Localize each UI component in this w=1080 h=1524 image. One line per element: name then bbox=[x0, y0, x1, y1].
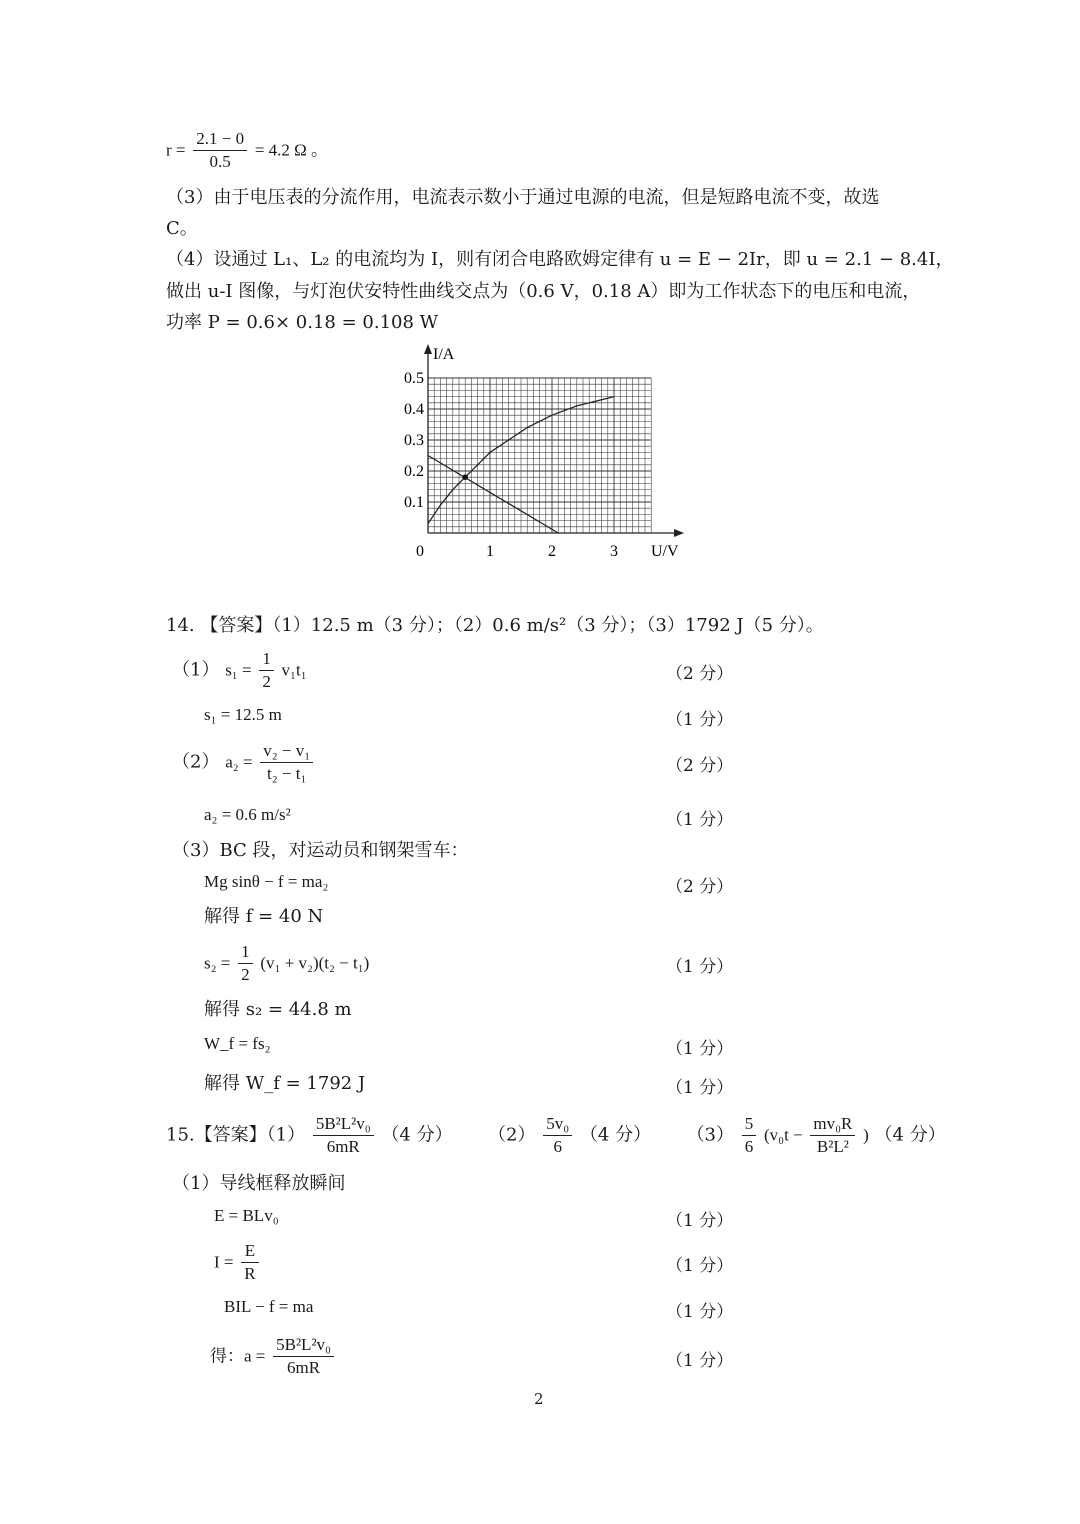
q14-answer-header: 14. 【答案】（1）12.5 m（3 分）；（2）0.6 m/s²（3 分）；（3）1792 J（5 分）。 bbox=[166, 615, 824, 636]
q15-force-eq: BIL − f = ma bbox=[224, 1297, 314, 1316]
q14-step2-fraction bbox=[260, 740, 313, 785]
q14-s2-num: 1 bbox=[238, 941, 253, 964]
q15-accel-score: （1 分） bbox=[666, 1351, 734, 1371]
q14-step3-solve-s2: 解得 s₂ = 44.8 m bbox=[204, 999, 352, 1020]
ui-chart bbox=[380, 340, 700, 570]
q15-ans2-den: 6 bbox=[553, 1137, 562, 1156]
q15-force-score: （1 分） bbox=[666, 1302, 734, 1322]
q14-step1-lhs: s₁ = bbox=[225, 660, 252, 680]
q14-step2-formula bbox=[172, 740, 315, 785]
q14-step2-lhs: a₂ = bbox=[225, 752, 253, 772]
q14-step2-label: （2） bbox=[172, 751, 220, 773]
y-tick-label: 0.3 bbox=[404, 432, 424, 449]
q15-current-formula bbox=[214, 1240, 261, 1285]
q15-accel-formula bbox=[210, 1334, 336, 1379]
y-tick-label: 0.5 bbox=[404, 370, 424, 387]
q15-emf-eq: E = BLv₀ bbox=[214, 1206, 279, 1225]
sec13-part4-line1: （4）设通过 L₁、L₂ 的电流均为 I，则有闭合电路欧姆定律有 u = E − 2Ir，即 u = 2.1 − 8.4I， bbox=[166, 249, 954, 270]
q15-ans2-label: （2） bbox=[488, 1124, 536, 1146]
q14-step3-solve-f: 解得 f = 40 N bbox=[204, 906, 324, 927]
q14-solve-work-score: （1 分） bbox=[666, 1078, 734, 1098]
q14-s2-fraction bbox=[238, 941, 253, 986]
q14-work-eq-score: （1 分） bbox=[666, 1039, 734, 1059]
q14-step3-intro: （3）BC 段，对运动员和钢架雪车： bbox=[172, 840, 469, 861]
q15-emf-score: （1 分） bbox=[666, 1211, 734, 1231]
q15-ans3-end: ) bbox=[863, 1125, 869, 1145]
q14-step1-rhs: v₁t₁ bbox=[281, 660, 307, 680]
q14-step2-result-score: （1 分） bbox=[666, 810, 734, 830]
q15-ans3-fraction bbox=[810, 1113, 855, 1158]
sec13-part4-line2: 做出 u-I 图像，与灯泡伏安特性曲线交点为（0.6 V，0.18 A）即为工作状态下的电压和电流， bbox=[166, 281, 921, 302]
q15-answer-header bbox=[166, 1113, 946, 1158]
y-axis-arrow bbox=[424, 344, 432, 354]
q14-s2-rhs: (v₁ + v₂)(t₂ − t₁) bbox=[260, 953, 370, 973]
q15-ans3-coef-den: 6 bbox=[744, 1137, 754, 1156]
q14-step1-formula bbox=[172, 648, 307, 693]
q15-ans1-num: 5B²L²v₀ bbox=[313, 1113, 374, 1136]
q14-step2-result: a₂ = 0.6 m/s² bbox=[204, 805, 291, 824]
q14-step1-label: （1） bbox=[172, 659, 220, 681]
r-fraction-den: 0.5 bbox=[209, 152, 231, 171]
q14-step2-num: v₂ − v₁ bbox=[260, 740, 313, 763]
q15-accel-lhs: 得：a = bbox=[210, 1346, 266, 1366]
q14-s2-score: （1 分） bbox=[666, 957, 734, 977]
q15-current-score: （1 分） bbox=[666, 1256, 734, 1276]
q14-step1-score: （2 分） bbox=[666, 664, 734, 684]
q15-ans3-num: mv₀R bbox=[810, 1113, 855, 1136]
q15-current-num: E bbox=[241, 1240, 258, 1263]
r-formula-rhs: = 4.2 Ω 。 bbox=[254, 140, 329, 160]
q14-s2-lhs: s₂ = bbox=[204, 953, 231, 973]
y-tick-label: 0.2 bbox=[404, 463, 424, 480]
x-tick-label: 3 bbox=[610, 543, 618, 560]
chart-grid bbox=[428, 378, 651, 533]
q15-ans1-score: （4 分） bbox=[381, 1124, 453, 1146]
q14-s2-den: 2 bbox=[241, 965, 250, 984]
y-tick-label: 0.4 bbox=[404, 401, 424, 418]
q14-step1-den: 2 bbox=[262, 672, 271, 691]
q15-ans1-den: 6mR bbox=[326, 1137, 360, 1156]
y-tick-label: 0.1 bbox=[404, 494, 424, 511]
q15-ans1-fraction bbox=[313, 1113, 374, 1158]
r-formula bbox=[166, 128, 328, 173]
q14-step3-work-eq: W_f = fs₂ bbox=[204, 1034, 271, 1053]
q14-step3-eq1-score: （2 分） bbox=[666, 877, 734, 897]
q15-accel-num: 5B²L²v₀ bbox=[273, 1334, 334, 1357]
q15-ans3-coef bbox=[742, 1113, 757, 1158]
y-axis-label: I/A bbox=[433, 346, 455, 363]
q15-ans3-label: （3） bbox=[686, 1124, 735, 1146]
x-tick-label: 0 bbox=[416, 543, 424, 560]
source-load-line bbox=[428, 456, 558, 534]
q14-step1-result: s₁ = 12.5 m bbox=[204, 705, 282, 724]
q15-ans3-mid: (v₀t − bbox=[763, 1125, 803, 1145]
sec13-part4-line3: 功率 P = 0.6× 0.18 = 0.108 W bbox=[166, 312, 439, 333]
x-tick-label: 2 bbox=[548, 543, 556, 560]
x-tick-label: 1 bbox=[486, 543, 494, 560]
r-fraction bbox=[193, 128, 247, 173]
q14-step3-eq1: Mg sinθ − f = ma₂ bbox=[204, 872, 329, 891]
sec13-part3-line2: C。 bbox=[166, 218, 198, 239]
r-fraction-num: 2.1 − 0 bbox=[193, 128, 247, 151]
x-axis-arrow bbox=[674, 529, 684, 537]
q15-ans3-den: B²L² bbox=[816, 1137, 849, 1156]
q15-current-lhs: I = bbox=[214, 1252, 234, 1272]
q15-ans3-score: （4 分） bbox=[874, 1124, 946, 1146]
q14-step1-fraction bbox=[259, 648, 274, 693]
q14-step1-result-score: （1 分） bbox=[666, 710, 734, 730]
q14-step2-den: t₂ − t₁ bbox=[267, 764, 307, 783]
q15-ans2-num: 5v₀ bbox=[543, 1113, 572, 1136]
q15-accel-den: 6mR bbox=[287, 1358, 321, 1377]
q15-ans2-score: （4 分） bbox=[579, 1124, 652, 1146]
q14-step1-num: 1 bbox=[259, 648, 274, 671]
q15-ans2-fraction bbox=[543, 1113, 572, 1158]
q15-ans3-coef-num: 5 bbox=[742, 1113, 757, 1136]
page-number: 2 bbox=[534, 1390, 544, 1408]
q14-step2-score: （2 分） bbox=[666, 756, 734, 776]
q15-current-den: R bbox=[244, 1264, 256, 1283]
x-axis-label: U/V bbox=[651, 543, 679, 560]
intersection-point bbox=[462, 474, 468, 480]
sec13-part3-line1: （3）由于电压表的分流作用，电流表示数小于通过电源的电流，但是短路电流不变，故选 bbox=[166, 187, 880, 208]
q14-step3-solve-work: 解得 W_f = 1792 J bbox=[204, 1073, 366, 1094]
q15-step1-intro: （1）导线框释放瞬间 bbox=[172, 1173, 346, 1194]
q14-step3-s2-formula bbox=[204, 941, 369, 986]
q15-accel-fraction bbox=[273, 1334, 334, 1379]
q15-current-fraction bbox=[241, 1240, 258, 1285]
r-formula-lhs: r = bbox=[166, 140, 186, 160]
q15-header-prefix: 15.【答案】（1） bbox=[166, 1124, 306, 1146]
